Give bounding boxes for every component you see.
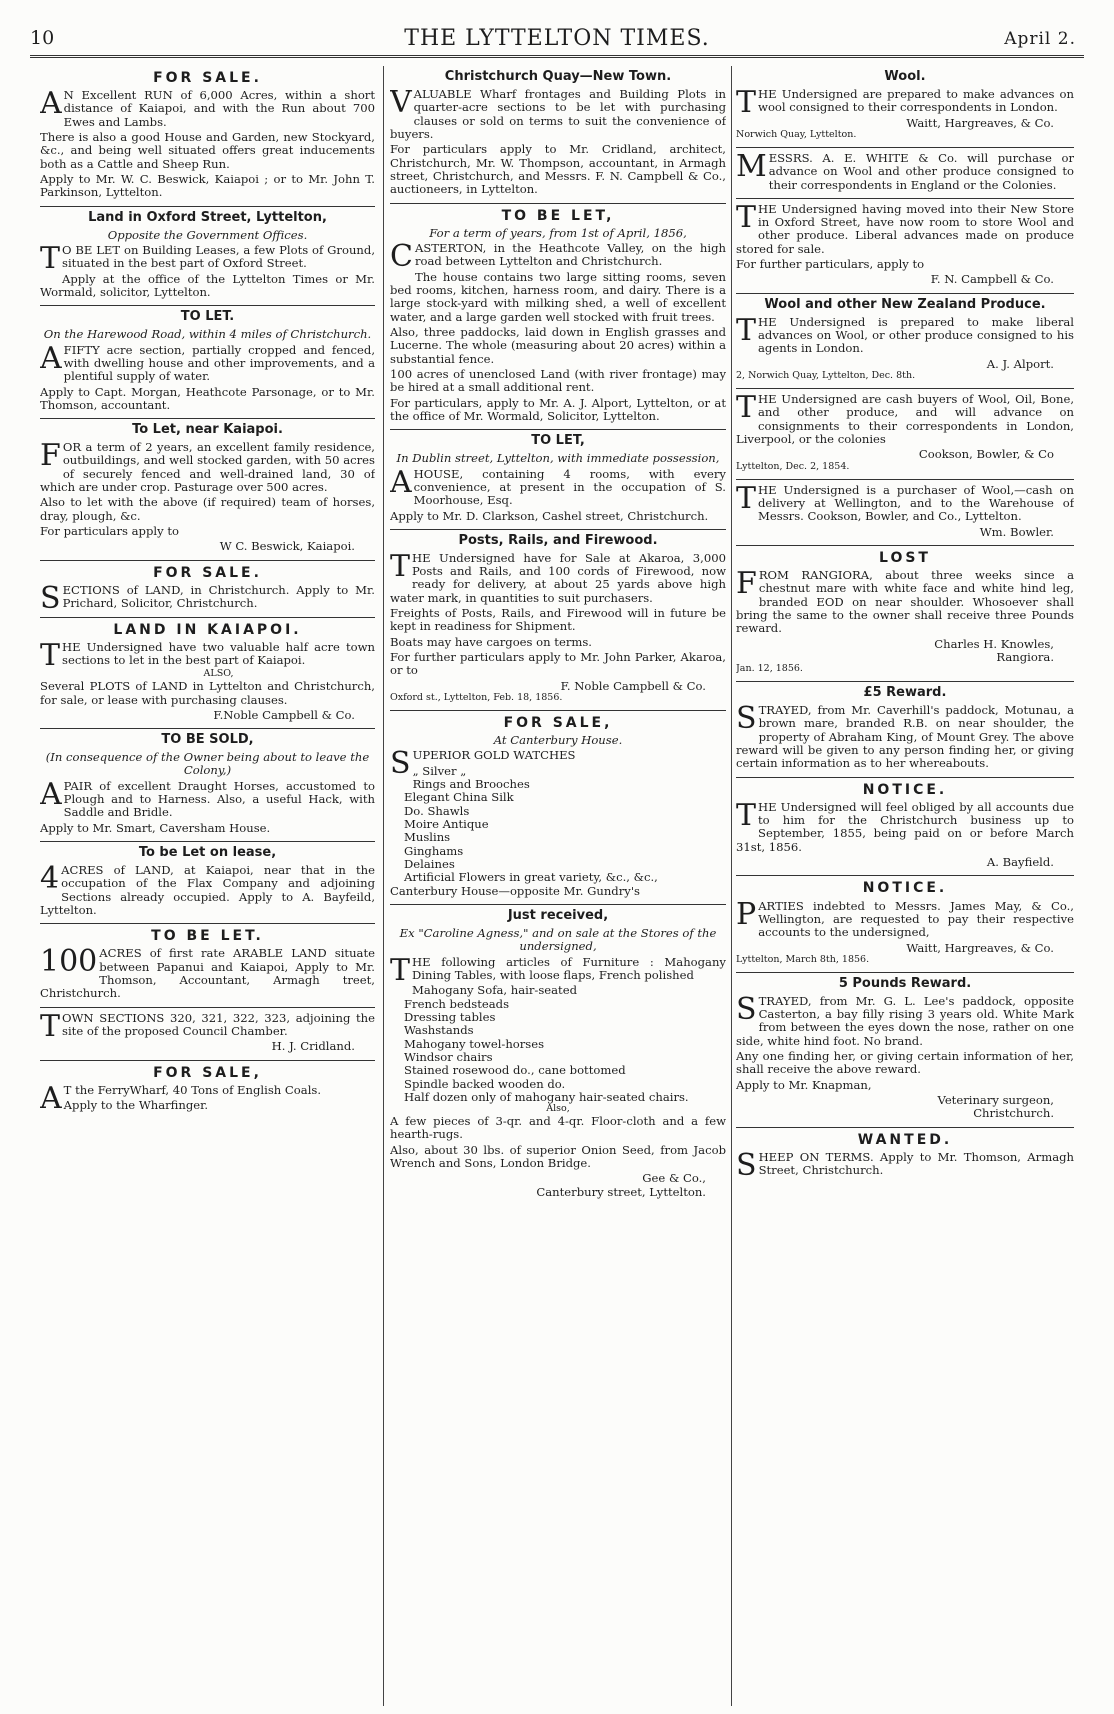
list-item: Ginghams <box>404 843 464 858</box>
drop-capital: S <box>736 701 757 737</box>
ad-text: HE Undersigned having moved into their New Store in Oxford Street, have now room to store Wool and other produce. Liberal advances made on produce stored for sale. <box>736 201 1074 256</box>
ad-body <box>40 861 375 917</box>
ad-body <box>390 464 726 508</box>
signature-line: Rangiora. <box>996 649 1054 664</box>
signature-line: Christchurch. <box>973 1106 1054 1121</box>
ad-body <box>40 240 375 276</box>
list-item: Moire Antique <box>404 817 489 832</box>
advertisement <box>736 875 1074 965</box>
ad-body <box>40 637 375 673</box>
ad-text: ACRES of first rate ARABLE LAND situate between Papanui and Kaiapoi, Apply to Mr. Thomson, Accountant, Armagh treet, Christchurch. <box>40 946 375 1001</box>
ad-heading: TO BE LET. <box>151 928 264 945</box>
dateline: Lyttelton, March 8th, 1856. <box>736 953 870 965</box>
ad-body <box>736 480 1074 524</box>
list-item: Do. Shawls <box>404 803 470 818</box>
ad-subheading: For a term of years, from 1st of April, 1856, <box>429 225 687 240</box>
drop-capital: T <box>390 952 411 988</box>
ad-text: ECTIONS of LAND, in Christchurch. Apply to Mr. Prichard, Solicitor, Christchurch. <box>62 582 375 611</box>
drop-capital: T <box>736 389 757 425</box>
ad-text: There is also a good House and Garden, new Stockyard, &c., and being well situated offers great inducements both as a Cattle and Sheep Run. <box>40 130 375 171</box>
ad-body <box>736 896 1074 940</box>
signature: Wm. Bowler. <box>979 524 1054 539</box>
drop-capital: 100 <box>40 944 98 980</box>
ad-text: HE Undersigned have for Sale at Akaroa, 3,000 Posts and Rails, and 100 cords of Firewood, now ready for delivery, at about 25 yards above high water mark, in quantities to suit purchasers. <box>390 550 726 605</box>
ad-separator <box>40 617 375 618</box>
advertisement <box>40 841 375 917</box>
list-item: Spindle backed wooden do. <box>404 1076 566 1091</box>
ad-heading: Land in Oxford Street, Lyttelton, <box>88 209 327 225</box>
ad-body <box>736 1147 1074 1183</box>
ad-heading: LOST <box>879 549 931 566</box>
ad-separator <box>40 841 375 842</box>
ad-subheading: (In consequence of the Owner being about to leave the Colony,) <box>45 750 370 778</box>
drop-capital: F <box>40 438 61 474</box>
column-3 <box>736 66 1074 1706</box>
ad-heading: NOTICE. <box>862 880 948 897</box>
ad-separator <box>390 904 726 905</box>
advertisement <box>40 728 375 835</box>
ad-text: Several PLOTS of LAND in Lyttelton and Christchurch, for sale, or lease with purchasing clauses. <box>40 679 375 707</box>
ad-subheading: At Canterbury House. <box>493 733 623 748</box>
ad-text: TRAYED, from Mr. Caverhill's paddock, Motunau, a brown mare, branded R.B. on near shoulder, the property of Abraham King, of Mount Grey. The above reward will be given to any person finding her, or giving certain information as to her whereabouts. <box>736 703 1074 771</box>
signature: F. Noble Campbell & Co. <box>560 678 706 693</box>
advertisement <box>390 710 726 898</box>
ad-text: Apply to Mr. D. Clarkson, Cashel street, Christchurch. <box>390 508 709 523</box>
advertisement <box>390 203 726 424</box>
ad-heading: Wool and other New Zealand Produce. <box>764 296 1046 312</box>
ad-separator <box>736 1127 1074 1128</box>
drop-capital: S <box>736 1147 757 1183</box>
signature: W C. Beswick, Kaiapoi. <box>219 539 355 554</box>
ad-heading: To be Let on lease, <box>138 845 277 861</box>
drop-capital: T <box>390 548 411 584</box>
ad-body <box>40 1008 375 1044</box>
ad-text: FIFTY acre section, partially cropped and fenced, with dwelling house and other improvements, and a plentiful supply of water. <box>63 342 375 384</box>
drop-capital: F <box>736 565 757 601</box>
advertisement <box>390 529 726 704</box>
ad-text: For particulars apply to <box>40 524 179 539</box>
ad-text: Apply to Capt. Morgan, Heathcote Parsonage, or to Mr. Thomson, accountant. <box>40 384 375 412</box>
advertisement <box>40 1060 375 1116</box>
column-divider <box>383 66 384 1706</box>
advertisement <box>40 418 375 554</box>
ad-separator <box>40 728 375 729</box>
advertisement <box>40 923 375 1000</box>
ad-subheading: Ex "Caroline Agness," and on sale at the Stores of the undersigned, <box>399 925 717 954</box>
list-item: Dressing tables <box>404 1009 496 1024</box>
ad-text: ALUABLE Wharf frontages and Building Plots in quarter-acre sections to be let with purchasing clauses or sold on terms to suit the convenience of buyers. <box>390 86 726 141</box>
ad-heading: Christchurch Quay—New Town. <box>444 69 672 84</box>
ad-text: TRAYED, from Mr. G. L. Lee's paddock, opposite Casterton, a bay filly rising 3 years old. White Mark from between the eyes down the nose, rather on one side, white hind foot. No brand. <box>736 993 1074 1048</box>
ad-body <box>736 565 1074 636</box>
drop-capital: T <box>736 480 757 516</box>
ad-heading: FOR SALE, <box>153 1064 262 1081</box>
ad-separator <box>40 206 375 207</box>
newspaper-title: THE LYTTELTON TIMES. <box>404 26 710 51</box>
signature: Charles H. Knowles, <box>934 636 1054 651</box>
ad-heading: TO LET, <box>531 433 585 449</box>
ad-separator <box>40 560 375 561</box>
advertisement <box>736 388 1074 473</box>
drop-capital: A <box>390 464 412 500</box>
ad-subheading: In Dublin street, Lyttelton, with immediate possession, <box>396 451 720 466</box>
ad-text: HE Undersigned is a purchaser of Wool,—cash on delivery at Wellington, and to the Warehouse of Messrs. Cookson, Bowler, and Co., Lyttelton. <box>758 482 1074 524</box>
ad-body <box>390 952 726 988</box>
ad-heading: Posts, Rails, and Firewood. <box>458 532 658 548</box>
ad-body <box>40 776 375 820</box>
signature: Waitt, Hargreaves, & Co. <box>906 940 1054 955</box>
also-label: ALSO, <box>203 668 234 680</box>
ad-heading: FOR SALE. <box>153 70 262 86</box>
ad-body <box>40 86 375 129</box>
ad-text: O BE LET on Building Leases, a few Plots of Ground, situated in the best part of Oxford Street. <box>62 242 375 271</box>
ad-text: Also, three paddocks, laid down in English grasses and Lucerne. The whole (measuring about 20 acres) within a substantial fence. <box>390 324 726 366</box>
list-item: Washstands <box>404 1023 474 1038</box>
ad-heading: WANTED. <box>857 1131 953 1148</box>
ad-separator <box>736 545 1074 546</box>
list-item: Rings and Brooches <box>412 777 530 792</box>
ad-text: Any one finding her, or giving certain information of her, shall receive the above reward. <box>736 1049 1074 1077</box>
ad-body <box>390 238 726 274</box>
drop-capital: P <box>736 896 757 932</box>
drop-capital: A <box>40 1080 62 1116</box>
ad-body <box>40 340 375 384</box>
ad-body <box>390 84 726 141</box>
ad-text: T the FerryWharf, 40 Tons of English Coals. <box>63 1082 322 1097</box>
ad-text: ACRES of LAND, at Kaiapoi, near that in the occupation of the Flax Company and adjoining Sections already occupied. Apply to A. Bayfeild, Lyttelton. <box>40 863 375 917</box>
advertisement <box>40 206 375 300</box>
ad-text: For particulars apply to Mr. Cridland, architect, Christchurch, Mr. W. Thompson, accountant, in Armagh street, Christchurch, and Messrs. F. N. Campbell & Co., auctioneers, in Lyttelton. <box>390 142 726 197</box>
ad-text: For further particulars apply to Mr. John Parker, Akaroa, or to <box>390 650 726 678</box>
ad-text: UPERIOR GOLD WATCHES <box>412 748 576 763</box>
ad-body <box>40 438 375 495</box>
column-divider <box>731 66 732 1706</box>
list-item: „ Silver „ <box>412 763 467 778</box>
masthead <box>30 22 1084 52</box>
signature: H. J. Cridland. <box>271 1039 355 1054</box>
drop-capital: T <box>736 312 757 348</box>
drop-capital: A <box>40 340 62 376</box>
ad-text: Apply to Mr. Smart, Caversham House. <box>40 820 271 835</box>
advertisement <box>736 777 1074 870</box>
ad-separator <box>390 710 726 711</box>
ad-text: HE Undersigned will feel obliged by all accounts due to him for the Christchurch business up to September, 1855, being paid on or before March 31st, 1856. <box>736 799 1074 854</box>
ad-body <box>40 944 375 1001</box>
ad-text: PAIR of excellent Draught Horses, accustomed to Plough and to Harness. Also, a useful Hack, with Saddle and Bridle. <box>63 778 375 820</box>
ad-text: Apply to the Wharfinger. <box>63 1098 209 1113</box>
advertisement <box>40 70 375 200</box>
ad-heading: LAND IN KAIAPOI. <box>113 621 302 638</box>
dateline: Lyttelton, Dec. 2, 1854. <box>736 460 850 472</box>
list-item: French bedsteads <box>404 996 510 1011</box>
ad-body <box>736 389 1074 446</box>
ad-separator <box>390 529 726 530</box>
column-1 <box>40 66 375 1706</box>
ad-text: HE Undersigned have two valuable half acre town sections to let in the best part of Kaiapoi. <box>62 639 375 667</box>
ad-text: ASTERTON, in the Heathcote Valley, on the high road between Lyttelton and Christchurch. <box>414 240 726 269</box>
ad-body <box>736 797 1074 854</box>
ad-text: Apply to Mr. W. C. Beswick, Kaiapoi ; or to Mr. John T. Parkinson, Lyttelton. <box>40 172 375 200</box>
dateline: 2, Norwich Quay, Lyttelton, Dec. 8th. <box>736 370 916 382</box>
ad-heading: TO LET. <box>180 309 235 325</box>
advertisement <box>736 70 1074 141</box>
drop-capital: A <box>40 86 62 122</box>
drop-capital: S <box>736 991 757 1027</box>
ad-heading: £5 Reward. <box>863 685 947 701</box>
ad-body <box>736 701 1074 771</box>
advertisement <box>736 681 1074 771</box>
ad-text: HOUSE, containing 4 rooms, with every convenience, at present in the occupation of S. Moorhouse, Esq. <box>413 466 726 508</box>
ad-body <box>40 580 375 616</box>
drop-capital: 4 <box>40 861 60 897</box>
ad-text: Boats may have cargoes on terms. <box>390 634 592 649</box>
ad-text: Canterbury House—opposite Mr. Gundry's <box>390 883 640 898</box>
ad-text: HE Undersigned are cash buyers of Wool, Oil, Bone, and other produce, and will advance on consignments to their correspondents in London, Liverpool, or the colonies <box>736 391 1074 446</box>
column-2 <box>390 66 726 1706</box>
drop-capital: T <box>736 199 757 235</box>
ad-text: The house contains two large sitting rooms, seven bed rooms, kitchen, harness room, and dairy. There is a large stock-yard with milking shed, a well of excellent water, and a large garden well stocked with fruit trees. <box>390 269 726 324</box>
ad-separator <box>736 147 1074 148</box>
drop-capital: T <box>40 637 61 673</box>
drop-capital: T <box>40 240 61 276</box>
item-list <box>390 984 726 1104</box>
ad-text: ESSRS. A. E. WHITE & Co. will purchase or advance on Wool and other produce consigned to their correspondents in England or the Colonies. <box>768 150 1074 192</box>
ad-heading: TO BE LET, <box>501 207 615 224</box>
drop-capital: C <box>390 238 413 274</box>
drop-capital: T <box>736 84 757 120</box>
advertisement <box>736 479 1074 539</box>
drop-capital: S <box>40 580 61 616</box>
drop-capital: S <box>390 746 411 782</box>
ad-text: HEEP ON TERMS. Apply to Mr. Thomson, Armagh Street, Christchurch. <box>758 1149 1074 1178</box>
ad-body <box>736 148 1074 192</box>
ad-body <box>736 199 1074 256</box>
ad-separator <box>390 429 726 430</box>
advertisement <box>390 904 726 1199</box>
signature: A. J. Alport. <box>986 356 1054 371</box>
list-item: Mahogany Sofa, hair-seated <box>412 983 577 998</box>
signature: Cookson, Bowler, & Co <box>918 447 1054 462</box>
ad-separator <box>736 777 1074 778</box>
advertisement <box>736 1127 1074 1183</box>
ad-heading: Wool. <box>884 69 926 84</box>
advertisement <box>390 70 726 197</box>
ad-text: ROM RANGIORA, about three weeks since a chestnut mare with white face and white hind leg, branded EOD on near shoulder. Whosoever shall bring the same to the owner shall receive three Pounds reward. <box>736 567 1074 636</box>
ad-separator <box>40 1060 375 1061</box>
advertisement <box>40 617 375 723</box>
masthead-rule <box>30 55 1084 58</box>
ad-text: 100 acres of unenclosed Land (with river frontage) may be hired at a small additional rent. <box>390 366 726 395</box>
advertisement <box>40 560 375 616</box>
signature: Veterinary surgeon, <box>937 1093 1054 1108</box>
ad-separator <box>736 388 1074 389</box>
ad-heading: FOR SALE, <box>503 714 613 731</box>
list-item: Muslins <box>404 830 451 845</box>
ad-separator <box>40 1007 375 1008</box>
ad-heading: FOR SALE. <box>153 564 262 581</box>
list-item: Stained rosewood do., cane bottomed <box>404 1063 626 1078</box>
signature: Gee & Co., <box>642 1171 706 1186</box>
signature-line: Canterbury street, Lyttelton. <box>536 1184 706 1199</box>
ad-text: Also to let with the above (if required) team of horses, dray, plough, &c. <box>40 495 375 523</box>
ad-separator <box>736 681 1074 682</box>
signature: A. Bayfield. <box>986 855 1054 870</box>
drop-capital: A <box>40 776 62 812</box>
issue-date: April 2. <box>1004 29 1076 49</box>
drop-capital: T <box>40 1008 61 1044</box>
ad-separator <box>736 972 1074 973</box>
dateline: Norwich Quay, Lyttelton. <box>736 128 857 140</box>
also-label: Also, <box>546 1103 570 1115</box>
signature: F.Noble Campbell & Co. <box>213 707 355 722</box>
ad-text: Apply to Mr. Knapman, <box>736 1077 872 1092</box>
ad-text: HE Undersigned are prepared to make advances on wool consigned to their correspondents in London. <box>758 86 1074 115</box>
advertisement <box>40 305 375 412</box>
advertisement <box>736 198 1074 287</box>
ad-separator <box>736 198 1074 199</box>
advertisement <box>736 293 1074 382</box>
advertisement <box>736 972 1074 1121</box>
ad-text: OWN SECTIONS 320, 321, 322, 323, adjoining the site of the proposed Council Chamber. <box>62 1010 375 1039</box>
dateline: Jan. 12, 1856. <box>736 663 803 675</box>
page-number: 10 <box>30 27 55 49</box>
ad-body <box>736 84 1074 120</box>
signature: Waitt, Hargreaves, & Co. <box>906 115 1054 130</box>
ad-text: HE Undersigned is prepared to make liberal advances on Wool, or other produce consigned to his agents in London. <box>758 314 1074 356</box>
ad-heading: 5 Pounds Reward. <box>838 975 972 991</box>
advertisement <box>40 1007 375 1054</box>
ad-heading: TO BE SOLD, <box>161 732 254 748</box>
ad-text: For particulars, apply to Mr. A. J. Alport, Lyttelton, or at the office of Mr. Wormald, Solicitor, Lyttelton. <box>390 395 726 423</box>
dateline: Oxford st., Lyttelton, Feb. 18, 1856. <box>390 692 563 704</box>
ad-subheading: On the Harewood Road, within 4 miles of Christchurch. <box>43 327 372 342</box>
ad-body <box>736 991 1074 1048</box>
signature: F. N. Campbell & Co. <box>930 272 1054 287</box>
ad-separator <box>40 923 375 924</box>
list-item: Delaines <box>404 857 455 872</box>
ad-heading: To Let, near Kaiapoi. <box>132 422 283 438</box>
drop-capital: T <box>736 797 757 833</box>
item-list <box>390 765 726 885</box>
ad-text: HE following articles of Furniture : Mahogany Dining Tables, with loose flaps, French polished <box>412 954 726 982</box>
advertisement <box>736 147 1074 192</box>
ad-separator <box>736 479 1074 480</box>
advertisement <box>390 429 726 523</box>
ad-text: A few pieces of 3-qr. and 4-qr. Floor-cloth and a few hearth-rugs. <box>390 1114 726 1142</box>
ad-text: N Excellent RUN of 6,000 Acres, within a short distance of Kaiapoi, and with the Run about 700 Ewes and Lambs. <box>63 88 375 129</box>
ad-text: OR a term of 2 years, an excellent family residence, outbuildings, and well stocked garden, with 50 acres of securely fenced and well-drained land, 30 of which are under crop. Pasturage over 500 acres. <box>40 440 375 495</box>
ad-separator <box>390 203 726 204</box>
list-item: Artificial Flowers in great variety, &c., &c., <box>404 870 658 885</box>
ad-text: Apply at the office of the Lyttelton Times or Mr. Wormald, solicitor, Lyttelton. <box>40 271 375 299</box>
advertisement <box>736 545 1074 675</box>
ad-subheading: Opposite the Government Offices. <box>107 227 308 242</box>
ad-separator <box>736 875 1074 876</box>
ad-heading: Just received, <box>507 908 609 923</box>
drop-capital: M <box>736 148 767 184</box>
ad-separator <box>40 418 375 419</box>
ad-text: Also, about 30 lbs. of superior Onion Seed, from Jacob Wrench and Sons, London Bridge. <box>390 1142 726 1171</box>
list-item: Mahogany towel-horses <box>404 1036 545 1051</box>
list-item: Half dozen only of mahogany hair-seated chairs. <box>404 1089 689 1104</box>
drop-capital: V <box>390 84 412 120</box>
ad-separator <box>40 305 375 306</box>
ad-heading: NOTICE. <box>862 781 948 798</box>
list-item: Windsor chairs <box>404 1049 493 1064</box>
ad-separator <box>736 293 1074 294</box>
list-item: Elegant China Silk <box>404 790 514 805</box>
ad-text: For further particulars, apply to <box>736 257 925 272</box>
ad-text: ARTIES indebted to Messrs. James May, & Co., Wellington, are requested to pay their respective accounts to the undersigned, <box>758 898 1074 940</box>
ad-body <box>736 312 1074 356</box>
ad-text: Freights of Posts, Rails, and Firewood will in future be kept in readiness for Shipment. <box>390 606 726 634</box>
ad-body <box>390 548 726 605</box>
